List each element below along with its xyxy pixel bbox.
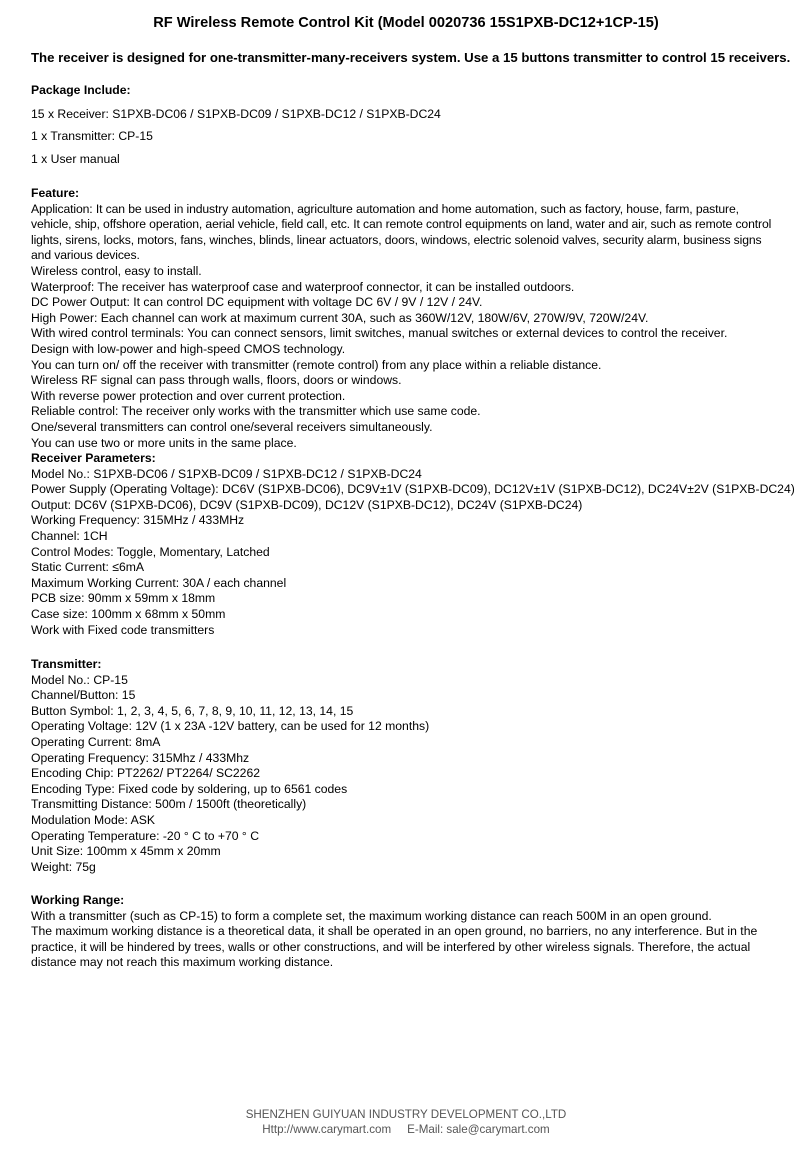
feature-line: Wireless RF signal can pass through walls, floors, doors or windows. [31, 373, 402, 388]
feature-line: You can turn on/ off the receiver with transmitter (remote control) from any place within a reliable distance. [31, 357, 602, 372]
transmitter-heading: Transmitter: [31, 657, 102, 671]
package-section [31, 83, 781, 170]
receiver-param: Model No.: S1PXB-DC06 / S1PXB-DC09 / S1PXB-DC12 / S1PXB-DC24 [31, 466, 422, 481]
feature-line: One/several transmitters can control one/several receivers simultaneously. [31, 419, 433, 434]
feature-line: DC Power Output: It can control DC equipment with voltage DC 6V / 9V / 12V / 24V. [31, 295, 483, 310]
package-heading: Package Include: [31, 83, 131, 97]
receiver-param: Static Current: ≤6mA [31, 560, 145, 575]
transmitter-param: Encoding Type: Fixed code by soldering, up to 6561 codes [31, 781, 348, 796]
transmitter-param: Operating Current: 8mA [31, 734, 161, 749]
receiver-param: Output: DC6V (S1PXB-DC06), DC9V (S1PXB-DC09), DC12V (S1PXB-DC12), DC24V (S1PXB-DC24) [31, 497, 583, 512]
feature-line: You can use two or more units in the same place. [31, 435, 297, 450]
feature-line: With wired control terminals: You can connect sensors, limit switches, manual switches or external devices to control the receiver. [31, 326, 728, 341]
footer-email[interactable]: E-Mail: sale@carymart.com [407, 1123, 550, 1136]
page-title: RF Wireless Remote Control Kit (Model 0020736 15S1PXB-DC12+1CP-15) [153, 15, 659, 31]
feature-section [31, 186, 781, 451]
package-item: 1 x Transmitter: CP-15 [31, 129, 153, 144]
receiver-section [31, 451, 795, 638]
package-item: 15 x Receiver: S1PXB-DC06 / S1PXB-DC09 / S1PXB-DC12 / S1PXB-DC24 [31, 106, 441, 121]
receiver-param: Channel: 1CH [31, 528, 108, 543]
transmitter-param: Model No.: CP-15 [31, 672, 128, 687]
receiver-heading: Receiver Parameters: [31, 451, 156, 465]
working-range-section [31, 893, 781, 971]
receiver-param: Control Modes: Toggle, Momentary, Latched [31, 544, 270, 559]
footer-website[interactable]: Http://www.carymart.com [262, 1123, 392, 1136]
receiver-param: Case size: 100mm x 68mm x 50mm [31, 606, 226, 621]
transmitter-param: Operating Voltage: 12V (1 x 23A -12V battery, can be used for 12 months) [31, 719, 430, 734]
package-item: 1 x User manual [31, 151, 120, 166]
feature-line: Wireless control, easy to install. [31, 263, 202, 278]
receiver-param: PCB size: 90mm x 59mm x 18mm [31, 591, 216, 606]
transmitter-param: Unit Size: 100mm x 45mm x 20mm [31, 844, 221, 859]
transmitter-param: Operating Temperature: -20 ° C to +70 ° C [31, 828, 259, 843]
transmitter-param: Button Symbol: 1, 2, 3, 4, 5, 6, 7, 8, 9, 10, 11, 12, 13, 14, 15 [31, 703, 354, 718]
feature-application: Application: It can be used in industry automation, agriculture automation and home automation, such as factory, house, farm, pasture, vehicle, ship, offshore operation, aerial vehicle, field call, etc. It can remote control equipments on land, water and air, such as remote control lights, sirens, locks, motors, fans, winches, blinds, linear actuators, doors, windows, electric solenoid valves, security alarm, business signs and various devices. [31, 201, 772, 263]
feature-line: Design with low-power and high-speed CMOS technology. [31, 341, 346, 356]
receiver-param: Working Frequency: 315MHz / 433MHz [31, 513, 245, 528]
working-range-line: With a transmitter (such as CP-15) to form a complete set, the maximum working distance can reach 500M in an open ground. [31, 908, 712, 923]
footer-company: SHENZHEN GUIYUAN INDUSTRY DEVELOPMENT CO.,LTD [245, 1108, 567, 1121]
transmitter-param: Modulation Mode: ASK [31, 812, 155, 827]
feature-line: High Power: Each channel can work at maximum current 30A, such as 360W/12V, 180W/6V, 270W/9V, 720W/24V. [31, 310, 649, 325]
feature-line: Waterproof: The receiver has waterproof case and waterproof connector, it can be installed outdoors. [31, 279, 575, 294]
receiver-param: Work with Fixed code transmitters [31, 622, 215, 637]
footer-contact [31, 1122, 781, 1137]
transmitter-param: Weight: 75g [31, 859, 96, 874]
page-subtitle: The receiver is designed for one-transmitter-many-receivers system. Use a 15 buttons transmitter to control 15 receivers. [31, 50, 791, 65]
feature-line: Reliable control: The receiver only works with the transmitter which use same code. [31, 404, 481, 419]
working-range-heading: Working Range: [31, 893, 125, 907]
transmitter-section [31, 657, 781, 875]
feature-line: With reverse power protection and over current protection. [31, 388, 346, 403]
transmitter-param: Transmitting Distance: 500m / 1500ft (theoretically) [31, 797, 307, 812]
receiver-param: Maximum Working Current: 30A / each channel [31, 575, 287, 590]
footer [31, 1107, 781, 1137]
transmitter-param: Encoding Chip: PT2262/ PT2264/ SC2262 [31, 766, 261, 781]
receiver-param: Power Supply (Operating Voltage): DC6V (S1PXB-DC06), DC9V±1V (S1PXB-DC09), DC12V±1V (S1PXB-DC12), DC24V±2V (S1PXB-DC24) [31, 482, 795, 497]
feature-heading: Feature: [31, 186, 80, 200]
transmitter-param: Operating Frequency: 315Mhz / 433Mhz [31, 750, 250, 765]
working-range-paragraph: The maximum working distance is a theoretical data, it shall be operated in an open ground, no barriers, no any interference. But in the practice, it will be hindered by trees, walls or other constructions, and will be interfered by other wireless signals. Therefore, the actual distance may not reach this maximum working distance. [31, 924, 758, 970]
transmitter-param: Channel/Button: 15 [31, 688, 136, 703]
